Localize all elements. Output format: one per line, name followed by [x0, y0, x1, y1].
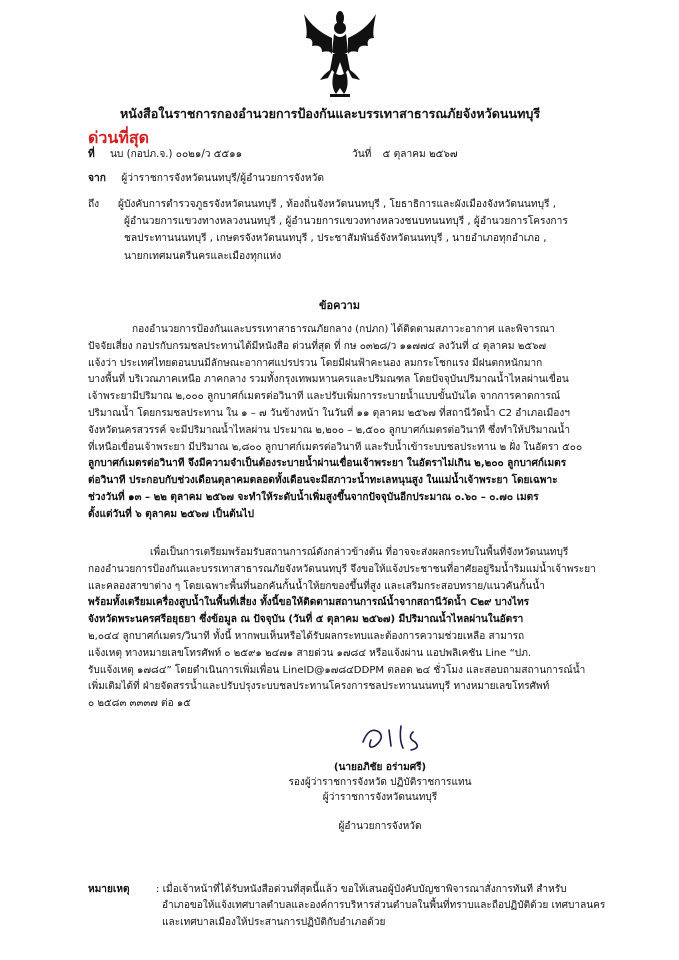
signer-name: (นายอภิชัย อร่ามศรี) — [333, 762, 427, 773]
paragraph-line: ๐ ๒๕๘๓ ๓๓๓๗ ต่อ ๑๕ — [88, 698, 191, 710]
paragraph-line: เพื่อเป็นการเตรียมพร้อมรับสถานการณ์ดังกล่าวข้างต้น ที่อาจจะส่งผลกระทบในพื้นที่จังหวัดนนทบุรี — [150, 547, 569, 558]
date-label: วันที่ — [352, 149, 372, 160]
signature-block — [280, 760, 480, 834]
paragraph-line: ช่วงวันที่ ๑๓ – ๒๒ ตุลาคม ๒๕๖๗ จะทำให้ระดับน้ำเพิ่มสูงขึ้นจากปัจจุบันอีกประมาณ ๐.๖๐ – ๐.๗๐ เมตร — [88, 491, 539, 503]
paragraph-line: ตั้งแต่วันที่ ๖ ตุลาคม ๒๕๖๗ เป็นต้นไป — [88, 508, 255, 520]
paragraph-line: บางพื้นที่ บริเวณภาคเหนือ ภาคกลาง รวมทั้งกรุงเทพมหานครและปริมณฑล โดยปัจจุบันปริมาณน้ำไหลผ่านเขื่อน — [88, 374, 569, 386]
paragraph-line: ที่เหนือเขื่อนเจ้าพระยา มีปริมาณ ๒,๘๐๐ ลูกบาศก์เมตรต่อวินาที และรับน้ำเข้าระบบชลประทาน ๒ ฝั่ง ในอัตรา ๕๐๐ — [88, 441, 583, 453]
paragraph-line: ปัจจัยเสี่ยง กอปรกับกรมชลประทานได้มีหนังสือ ด่วนที่สุด ที่ กษ ๐๓๒๘/ว ๑๑๗๗๔ ลงวันที่ ๔ ตุลาคม ๒๕๖๗ — [88, 340, 547, 352]
remark-block — [88, 882, 648, 931]
body-paragraph-2 — [88, 545, 608, 713]
paragraph-line: จังหวัดนครสวรรค์ จะมีปริมาณน้ำไหลผ่าน ประมาณ ๒,๒๐๐ – ๒,๕๐๐ ลูกบาศก์เมตรต่อวินาที ซึ่งทำให้ปริมาณน้ำ — [88, 424, 571, 436]
paragraph-line: แจ้งเหตุ ทางหมายเลขโทรศัพท์ ๐ ๒๕๙๑ ๒๔๗๑ สายด่วน ๑๗๘๔ หรือแจ้งผ่าน แอปพลิเคชัน Line “ปภ. — [88, 647, 532, 659]
paragraph-line: กองอำนวยการป้องกันและบรรเทาสาธารณภัยกลาง (กปภก) ได้ติดตามสภาวะอากาศ และพิจารณา — [132, 324, 555, 335]
signer-position-3: ผู้อำนวยการจังหวัด — [338, 821, 422, 832]
signer-position: รองผู้ว่าราชการจังหวัด ปฏิบัติราชการแทน — [288, 777, 472, 788]
paragraph-line: เพิ่มเติมได้ที่ ฝ่ายจัดสรรน้ำและปรับปรุงระบบชลประทานโครงการชลประทานนนทบุรี ทางหมายเลขโทรศัพท์ — [88, 681, 550, 693]
to-line: ชลประทานนนทบุรี , เกษตรจังหวัดนนทบุรี , ประชาสัมพันธ์จังหวัดนนทบุรี , นายอำเภอทุกอำเภอ , — [124, 233, 547, 245]
doc-number-row — [88, 146, 242, 163]
urgency-stamp: ด่วนที่สุด — [88, 128, 150, 147]
remark-line: อำเภอขอให้แจ้งเทศบาลตำบลและองค์การบริหารส่วนตำบลในพื้นที่ทราบและถือปฏิบัติด้วย เทศบาลนคร — [162, 900, 606, 912]
signature-mark — [355, 718, 445, 756]
date-row — [352, 146, 458, 163]
document-title: หนังสือในราชการกองอำนวยการป้องกันและบรรเทาสาธารณภัยจังหวัดนนทบุรี — [120, 106, 541, 121]
paragraph-line: ลูกบาศก์เมตรต่อวินาที จึงมีความจำเป็นต้องระบายน้ำผ่านเขื่อนเจ้าพระยา ในอัตราไม่เกิน ๒,๒๐๐ ลูกบาศก์เมตร — [88, 458, 567, 470]
paragraph-line: เจ้าพระยามีปริมาณ ๒,๐๐๐ ลูกบาศก์เมตรต่อวินาที และปรับเพิ่มการระบายน้ำแบบขั้นบันได จากการคาดการณ์ — [88, 391, 561, 403]
paragraph-line: รับแจ้งเหตุ ๑๗๘๔” โดยดำเนินการเพิ่มเพื่อน LineID@๑๗๘๔DDPM ตลอด ๒๔ ชั่วโมง และสอบถามสถานการณ์น้ำ — [88, 664, 586, 676]
paragraph-line: ต่อวินาที ประกอบกับช่วงเดือนตุลาคมตลอดทั้งเดือนจะมีสภาวะน้ำทะเลหนุนสูง ในแม่น้ำเจ้าพระยา โดยเฉพาะ — [88, 475, 558, 487]
paragraph-line: ๒,๐๔๔ ลูกบาศก์เมตร/วินาที ทั้งนี้ หากพบเห็นหรือได้รับผลกระทบและต้องการความช่วยเหลือ สามารถ — [88, 630, 525, 642]
doc-number-label: ที่ — [88, 149, 95, 160]
paragraph-line: และคลองสาขาต่าง ๆ โดยเฉพาะพื้นที่นอกคันกั้นน้ำให้ยกของขึ้นที่สูง และเสริมกระสอบทราย/แนวคันกั้นน้ำ — [88, 580, 545, 592]
from-row — [88, 170, 324, 187]
to-line: ผู้อำนวยการแขวงทางหลวงนนทบุรี , ผู้อำนวยการแขวงทางหลวงชนบทนนทบุรี , ผู้อำนวยการโครงการ — [124, 216, 568, 228]
to-recipients — [118, 196, 638, 265]
paragraph-line: จังหวัดพระนครศรีอยุธยา ซึ่งข้อมูล ณ ปัจจุบัน (วันที่ ๕ ตุลาคม ๒๕๖๗) มีปริมาณน้ำไหลผ่านในอัตรา — [88, 614, 524, 626]
remark-label: หมายเหตุ — [88, 884, 130, 895]
garuda-emblem — [300, 8, 380, 100]
to-label: ถึง — [88, 199, 100, 210]
remark-line: : เมื่อเจ้าหน้าที่ได้รับหนังสือด่วนที่สุดนี้แล้ว ขอให้เสนอผู้บังคับบัญชาพิจารณาสั่งการทันที สำหรับ — [156, 884, 567, 895]
paragraph-line: ปริมาณน้ำ โดยกรมชลประทาน ใน ๑ – ๗ วันข้างหน้า ในวันที่ ๑๑ ตุลาคม ๒๕๖๗ ที่สถานีวัดน้ำ C2 อำเภอเมืองฯ — [88, 407, 570, 419]
paragraph-line: พร้อมทั้งเตรียมเครื่องสูบน้ำในพื้นที่เสี่ยง ทั้งนี้ขอให้ติดตามสถานการณ์น้ำจากสถานีวัดน้ำ C๒๙ บางไทร — [88, 597, 530, 609]
section-heading: ข้อความ — [318, 299, 361, 312]
to-line: นายกเทศมนตรีนครและเมืองทุกแห่ง — [124, 250, 282, 262]
doc-number: นบ (กอปภ.จ.) ๐๐๒๑/ว ๕๕๑๑ — [109, 149, 243, 160]
paragraph-line: กองอำนวยการป้องกันและบรรเทาสาธารณภัยจังหวัดนนทบุรี จึงขอให้แจ้งประชาชนที่อาศัยอยู่ริมน้ำริมแม่น้ำเจ้าพระยา — [88, 563, 596, 575]
from-value: ผู้ว่าราชการจังหวัดนนทบุรี/ผู้อำนวยการจังหวัด — [121, 173, 324, 184]
from-label: จาก — [88, 173, 106, 184]
body-paragraph-1 — [88, 322, 608, 524]
signer-position-2: ผู้ว่าราชการจังหวัดนนทบุรี — [322, 792, 438, 803]
to-line: ผู้บังคับการตำรวจภูธรจังหวัดนนทบุรี , ท้องถิ่นจังหวัดนนทบุรี , โยธาธิการและผังเมืองจังหวัดนนทบุรี , — [118, 199, 557, 210]
remark-line: และเทศบาลเมืองให้ประสานการปฏิบัติกับอำเภอด้วย — [162, 916, 386, 928]
date-value: ๕ ตุลาคม ๒๕๖๗ — [382, 149, 458, 160]
paragraph-line: แจ้งว่า ประเทศไทยตอนบนมีลักษณะอากาศแปรปรวน โดยมีฝนฟ้าคะนอง ลมกระโชกแรง มีฝนตกหนักมาก — [88, 357, 543, 369]
